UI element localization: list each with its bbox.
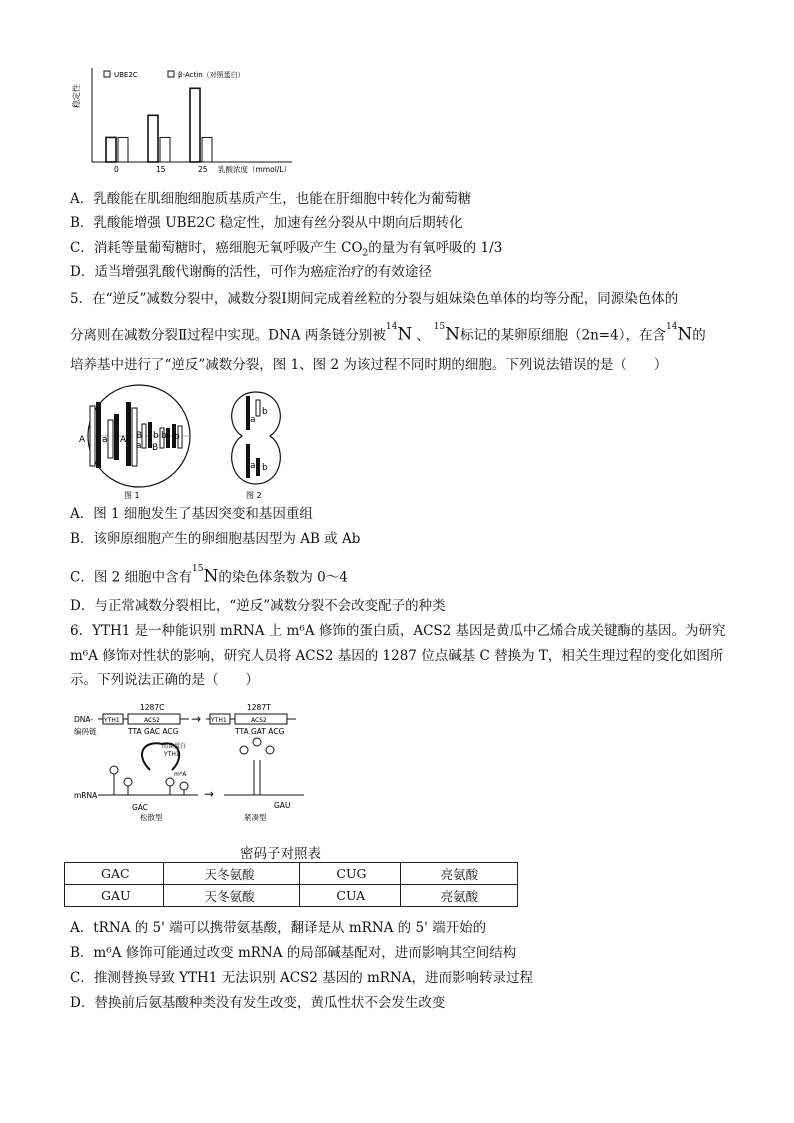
q4-option-c-tail: 的量为有氧呼吸的 1/3 (368, 240, 503, 256)
table-row (65, 885, 518, 907)
table-cell: 天冬氨酸 (164, 885, 300, 907)
codon-gac-label: GAC (132, 803, 149, 812)
yth1-gene-box: YTH1 (211, 717, 227, 724)
q4-option-a: A．乳酸能在肌细胞细胞质基质产生，也能在肝细胞中转化为葡萄糖 (70, 191, 472, 207)
table-cell: CUG (300, 863, 400, 885)
table-cell: GAU (65, 885, 164, 907)
isotope-15: 15 (192, 564, 204, 574)
x-tick-labels (114, 165, 208, 174)
table-cell: 亮氨酸 (400, 885, 517, 907)
x-tick-label: 25 (198, 165, 208, 174)
sequence-before: TTA GAC ACG (128, 727, 179, 736)
fig1-caption: 图 1 (124, 491, 140, 500)
bar-ube2c (148, 115, 158, 162)
gene-label: B (136, 431, 143, 441)
legend-label: UBE2C (114, 71, 138, 79)
mrna-label: mRNA (74, 791, 98, 800)
q5-stem-line1: 5．在“逆反”减数分裂中，减数分裂Ⅰ期间完成着丝粒的分裂与姐妹染色单体的均等分配，同源染色体的 (70, 291, 679, 307)
sequence-after: TTA GAT ACG (235, 727, 285, 736)
isotope-15: 15 (433, 322, 446, 332)
q5-option-d: D．与正常减数分裂相比，“逆反”减数分裂不会改变配子的种类 (70, 598, 446, 614)
nitrogen-symbol: N (445, 324, 461, 345)
q5-cell-figures (74, 384, 314, 502)
x-tick-label: 0 (114, 165, 119, 174)
gene-label: b (174, 432, 180, 442)
gene-label: B (152, 443, 159, 453)
legend-swatch (168, 71, 174, 77)
q6-option-d: D．替换前后氨基酸种类没有发生改变，黄瓜性状不会发生改变 (70, 995, 446, 1011)
q5-option-c-text: C．图 2 细胞中含有 (70, 569, 193, 586)
compact-structure-icon (240, 738, 274, 795)
q6-option-b: B．m⁶A 修饰可能通过改变 mRNA 的局部碱基配对，进而影响其空间结构 (70, 945, 517, 961)
isotope-14: 14 (665, 322, 678, 332)
q4-option-d: D．适当增强乳酸代谢酶的活性，可作为癌症治疗的有效途径 (70, 264, 432, 280)
bar-ube2c (190, 88, 200, 162)
gene-label: a (102, 435, 108, 445)
codon-gau-label: GAU (274, 801, 291, 810)
q5-stem-text: 的 (692, 327, 706, 344)
reader-protein-name: YTH1 (164, 751, 180, 758)
reader-protein-label: 阅读蛋白 (162, 743, 187, 750)
codon-table (64, 862, 518, 907)
q6-stem-line1: 6．YTH1 是一种能识别 mRNA 上 m⁶A 修饰的蛋白质，ACS2 基因是黄瓜中乙烯合成关键酶的基因。为研究 (70, 623, 726, 639)
nitrogen-symbol: N (397, 324, 413, 345)
m6a-label: m⁶A (174, 771, 187, 778)
legend-swatch (104, 71, 110, 77)
compact-type-label: 紧凑型 (244, 813, 267, 822)
q5-option-c-tail: 的染色体条数为 0～4 (218, 569, 348, 586)
bar-ube2c (106, 137, 116, 162)
gene-label: a (250, 415, 256, 425)
gene-label: b (262, 463, 268, 473)
gene-label: a (250, 461, 256, 471)
chart-legend (104, 70, 245, 79)
codon-table-title: 密码子对照表 (240, 846, 321, 862)
table-cell: GAC (65, 863, 164, 885)
isotope-14: 14 (385, 322, 398, 332)
q5-option-c (70, 564, 348, 588)
acs2-gene-box: ACS2 (144, 717, 160, 724)
table-cell: CUA (300, 885, 400, 907)
x-tick-label: 15 (156, 165, 166, 174)
gene-label: a (136, 441, 142, 451)
q4-option-c (70, 238, 502, 264)
q5-stem-text: 分离则在减数分裂Ⅱ过程中实现。DNA 两条链分别被 (70, 327, 386, 344)
stability-bar-chart (70, 62, 300, 174)
separator: 、 (416, 327, 430, 344)
nitrogen-symbol: N (677, 324, 693, 345)
position-1287c: 1287C (140, 703, 165, 712)
acs2-gene-box: ACS2 (251, 717, 267, 724)
y-axis-label: 稳定性 (72, 84, 81, 108)
q4-option-c-text: C．消耗等量葡萄糖时，癌细胞无氧呼吸产生 CO (70, 240, 363, 256)
bar-beta-actin (160, 137, 170, 162)
yth1-gene-box: YTH1 (104, 717, 120, 724)
loose-type-label: 松散型 (140, 813, 163, 822)
gene-label: A (120, 435, 127, 445)
dna-label: DNA- (74, 715, 94, 724)
arrow-icon: → (191, 712, 202, 726)
q5-option-a: A．图 1 细胞发生了基因突变和基因重组 (70, 506, 313, 522)
bar-beta-actin (202, 137, 212, 162)
coding-strand-label: 编码链 (74, 727, 97, 736)
q5-option-b: B．该卵原细胞产生的卵细胞基因型为 AB 或 Ab (70, 531, 361, 547)
fig2-caption: 图 2 (246, 491, 262, 500)
table-cell: 亮氨酸 (400, 863, 517, 885)
gene-label: b (262, 407, 268, 417)
gene-label: A (79, 435, 86, 445)
bar-series-group (106, 88, 212, 162)
q6-mechanism-figure (74, 700, 344, 835)
q5-stem-line3: 培养基中进行了“逆反”减数分裂，图 1、图 2 为该过程不同时期的细胞。下列说法错误的是（ ） (70, 357, 668, 373)
q6-option-a: A．tRNA 的 5' 端可以携带氨基酸，翻译是从 mRNA 的 5' 端开始的 (70, 920, 487, 936)
table-row (65, 863, 518, 885)
x-axis-label: 乳酸浓度（mmol/L） (218, 165, 291, 174)
q6-stem-line2: m⁶A 修饰对性状的影响，研究人员将 ACS2 基因的 1287 位点碱基 C 替换为 T，相关生理过程的变化如图所 (70, 648, 724, 664)
q4-option-b: B．乳酸能增强 UBE2C 稳定性，加速有丝分裂从中期向后期转化 (70, 215, 463, 231)
position-1287t: 1287T (247, 703, 271, 712)
table-cell: 天冬氨酸 (164, 863, 300, 885)
gene-label: b (161, 431, 167, 441)
q5-stem-line2 (70, 322, 706, 346)
nitrogen-symbol: N (203, 566, 219, 587)
q6-option-c: C．推测替换导致 YTH1 无法识别 ACS2 基因的 mRNA，进而影响转录过程 (70, 970, 534, 986)
q6-stem-line3: 示。下列说法正确的是（ ） (70, 672, 259, 688)
bar-beta-actin (118, 137, 128, 162)
gene-label: b (153, 431, 159, 441)
arrow-icon: → (204, 787, 215, 801)
q5-stem-text: 标记的某卵原细胞（2n=4），在含 (460, 327, 666, 344)
legend-label: β-Actin（对照蛋白） (178, 71, 245, 79)
co2-subscript: 2 (362, 248, 369, 259)
